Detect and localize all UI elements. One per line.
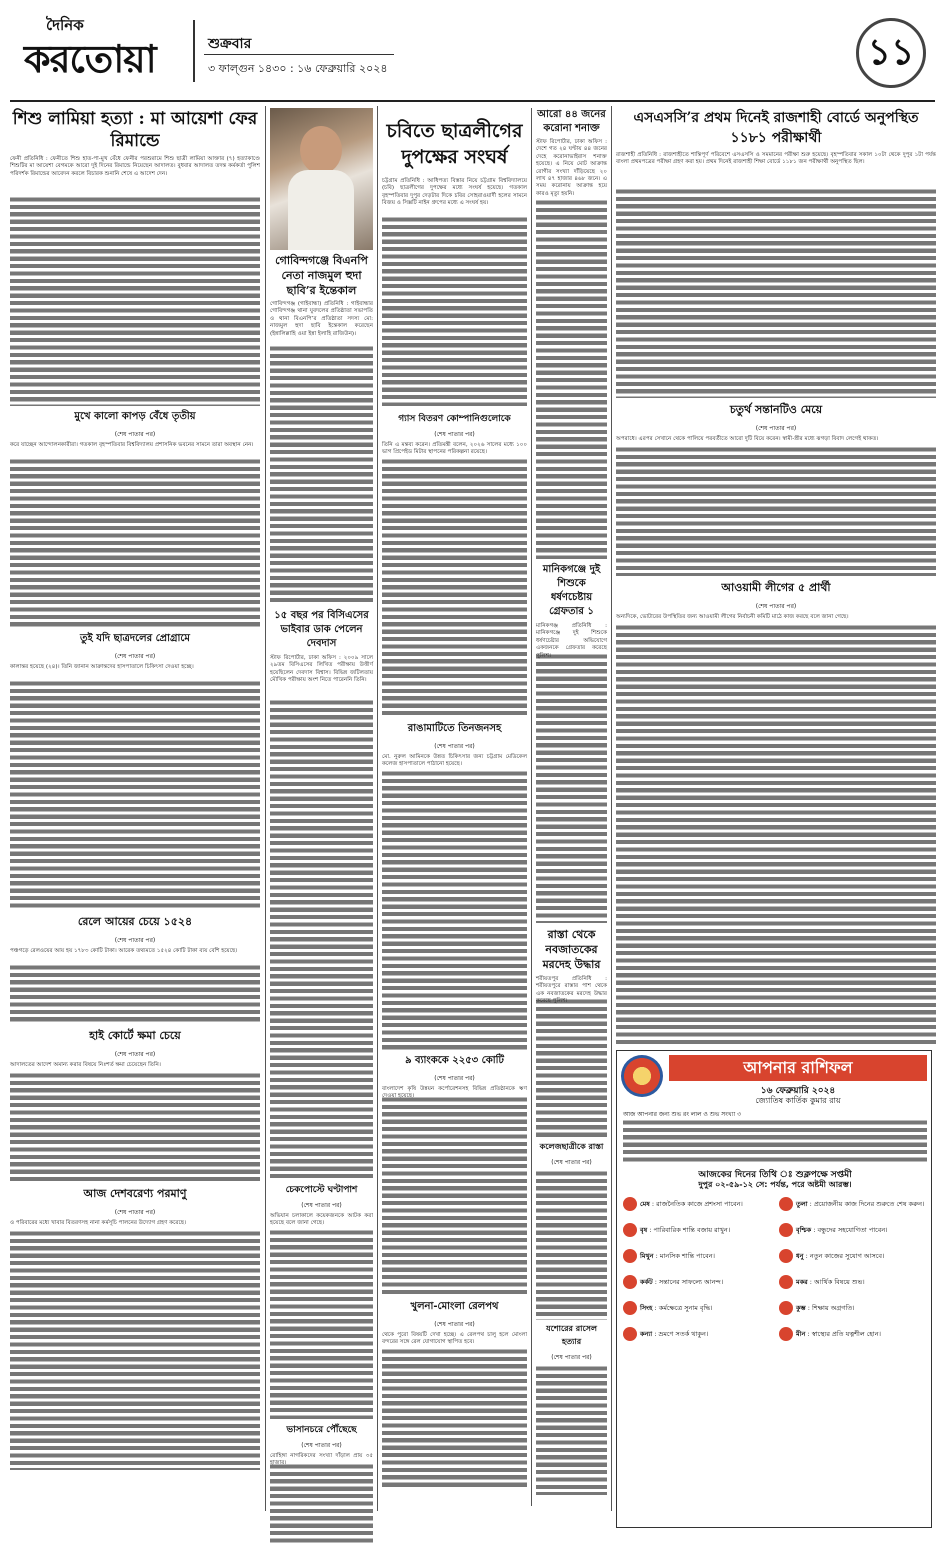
rashi-icon <box>623 1275 637 1289</box>
rashi-icon <box>623 1301 637 1315</box>
body-today: ও পরিবারের মধ্যে খাবার বিতরণসহ নানা কর্মসূচি পালনের উদ্যোগ গ্রহণ করেছে। <box>10 1220 187 1226</box>
body-bcs: স্টাফ রিপোর্টার, ঢাকা অফিস : ২০০৯ সালে ২৯তম বিসিএসের লিখিত পরীক্ষায় উত্তীর্ণ হয়েছিলেন দেবদাস বিশ্বাস। বিভিন্ন জটিলতায় মৌখিক পরীক্ষায় অংশ নিতে পারেননি তিনি। <box>270 655 373 684</box>
continued-label: (শেষ পাতার পর) <box>114 1051 156 1058</box>
sign-item: কর্কট : সন্তানের সাফল্যে আনন্দ। <box>623 1275 771 1289</box>
text-block <box>270 1229 373 1419</box>
masthead <box>18 10 928 98</box>
column-rule <box>531 108 532 1506</box>
rashi-icon <box>623 1223 637 1237</box>
body-tui-jodi: কালান্তর হয়েছে (২৪)। তিনি জানান আক্রান্তদের হাসপাতালে চিকিৎসা দেওয়া হচ্ছে। <box>10 664 194 670</box>
text-block <box>270 699 373 1179</box>
headline-kalo-kapor: মুখে কালো কাপড় বেঁধে তৃতীয় <box>74 411 196 422</box>
rashi-icon <box>779 1249 793 1263</box>
column-1 <box>10 108 260 1508</box>
continued-label: (শেষ পাতার পর) <box>755 603 797 610</box>
rashi-icon <box>779 1301 793 1315</box>
rashifal-astrologer: জ্যোতিষ কার্তিক কুমার রায় <box>755 1096 841 1105</box>
text-block <box>623 1119 927 1163</box>
body-khulna: থেকে পুরো বিষয়টি দেখা হচ্ছে। এ রেলপথ চালু হলে মোংলা বন্দরের সঙ্গে রেল যোগাযোগ স্থাপিত হবে। <box>382 1332 527 1346</box>
text-block <box>10 964 260 1024</box>
headline-banks: ৯ ব্যাংককে ২২৫৩ কোটি <box>405 1055 504 1066</box>
text-block <box>382 770 527 1050</box>
continued-label: (শেষ পাতার পর) <box>434 743 475 750</box>
sign-item: মকর : আর্থিক বিষয়ে শুভ। <box>779 1275 927 1289</box>
text-block <box>536 1365 607 1495</box>
text-block <box>10 1230 260 1470</box>
rashi-icon <box>779 1327 793 1341</box>
continued-label: (শেষ পাতার পর) <box>434 1075 475 1082</box>
sign-item: কন্যা : ভ্রমণে সতর্ক থাকুন। <box>623 1327 771 1341</box>
body-rangamati: মো. নুরুল আমিনকে উন্নত চিকিৎসার জন্য চট্টগ্রাম মেডিকেল কলেজ হাসপাতালে পাঠানো হয়েছে। <box>382 754 527 768</box>
sign-item: বৃষ : পারিবারিক শান্তি বজায় রাখুন। <box>623 1223 771 1237</box>
rashifal-emblem <box>621 1055 663 1097</box>
text-block <box>616 188 936 398</box>
headline-corona: আরো ৪৪ জনের করোনা শনাক্ত <box>537 109 606 134</box>
continued-label: (শেষ পাতার পর) <box>755 425 797 432</box>
text-block <box>536 998 607 1138</box>
rashifal-box <box>616 1050 932 1528</box>
sign-item: মীন : স্বাস্থ্যের প্রতি যত্নশীল হোন। <box>779 1327 927 1341</box>
continued-label: (শেষ পাতার পর) <box>551 1159 592 1166</box>
body-awami: অন্যদিকে, ভোটারের উপস্থিতির জন্য আওয়ামী লীগের নির্বাচনী কমিটি মাঠে কাজ করছে বলে জানা গেছে। <box>616 614 849 620</box>
sign-item: ধনু : নতুন কাজের সুযোগ আসবে। <box>779 1249 927 1263</box>
text-block <box>382 1096 527 1296</box>
column-rule <box>611 106 612 1511</box>
text-block <box>270 1463 373 1543</box>
body-bhasanchar: রোহিঙ্গা নাগরিকদের সংখ্যা দাঁড়াল প্রায় ৩৫ হাজার। <box>270 1453 373 1467</box>
continued-label: (শেষ পাতার পর) <box>551 1354 592 1361</box>
headline-bhasanchar: ভাসানচরে পৌঁছেছে <box>286 1425 357 1435</box>
column-4 <box>616 108 936 1508</box>
body-checkpost: অভিযান চলাকালে কয়েকজনকে আটক করা হয়েছে বলে জানা গেছে। <box>270 1213 373 1227</box>
rashifal-date: ১৬ ফেব্রুয়ারি ২০২৪ <box>760 1086 836 1096</box>
photo-nazmul <box>270 108 373 250</box>
text-block <box>270 345 373 605</box>
body-manikganj: মানিকগঞ্জ প্রতিনিধি : মানিকগঞ্জে দুই শিশুকে ধর্ষণচেষ্টার অভিযোগে একজনকে গ্রেফতার করেছে পুলিশ। <box>536 623 607 659</box>
headline-jessore: যশোরের রাসেল হত্যার <box>546 1324 597 1346</box>
headline-ssc: এসএসসি’র প্রথম দিনেই রাজশাহী বোর্ডে অনুপস্থিত ১১৮১ পরীক্ষার্থী <box>633 110 919 146</box>
sign-item: সিংহ : কর্মক্ষেত্রে সুনাম বৃদ্ধি। <box>623 1301 771 1315</box>
headline-awami: আওয়ামী লীগের ৫ প্রার্থী <box>721 581 831 594</box>
rashifal-today-time: দুপুর ০২-৫৯-১২ সে: পর্যন্ত, পরে অষ্টমী আরম্ভ। <box>698 1180 852 1189</box>
rashifal-banner: আপনার রাশিফল <box>669 1055 927 1081</box>
text-block <box>536 653 607 923</box>
headline-lamia: শিশু লামিয়া হত্যা : মা আয়েশা ফের রিমান্ডে <box>12 109 258 151</box>
date-line: ৩ ফাল্গুন ১৪৩০ : ১৬ ফেব্রুয়ারি ২০২৪ <box>208 62 388 75</box>
headline-manikganj: মানিকগঞ্জে দুই শিশুকে ধর্ষণচেষ্টায় গ্রেফতার ১ <box>542 564 601 617</box>
continued-label: (শেষ পাতার পর) <box>114 431 156 438</box>
continued-label: (শেষ পাতার পর) <box>301 1202 342 1209</box>
headline-chhatraleague: চবিতে ছাত্রলীগের দুপক্ষের সংঘর্ষ <box>386 120 523 168</box>
headline-tui-jodi: তুই যদি ছাত্রদলের প্রোগ্রামে <box>80 633 190 644</box>
logo-small: দৈনিক <box>46 16 84 34</box>
sign-item: মিথুন : মানসিক শান্তি পাবেন। <box>623 1249 771 1263</box>
sign-item: কুম্ভ : শিক্ষায় অগ্রগতি। <box>779 1301 927 1315</box>
body-highcourt: আদালতের আদেশ অমান্য করার বিষয়ে নিঃশর্ত ক্ষমা চেয়েছেন তিনি। <box>10 1062 161 1068</box>
rashifal-signs <box>623 1197 927 1523</box>
headline-fourth-child: চতুর্থ সন্তানটিও মেয়ে <box>729 403 823 416</box>
weekday: শুক্রবার <box>208 36 252 52</box>
sign-item: মেষ : রাজনৈতিক কাজে প্রশংসা পাবেন। <box>623 1197 771 1211</box>
headline-gas: গ্যাস বিতরণ কোম্পানিগুলোকে <box>398 414 511 424</box>
continued-label: (শেষ পাতার পর) <box>434 1321 475 1328</box>
body-lamia: ফেনী প্রতিনিধি : ফেনীতে শিশু হাত-পা-মুখ বেঁধে ফেনীর পরশুরামে শিশু ছাত্রী লামিয়া আক্তার (৭) হত্যাকাণ্ডে শিশুটির মা আয়েশা বেগমকে আরো দুই দিনের রিমান্ডে নিয়েছেন আদালত। বুধবার আদালত তদন্ত কর্মকর্তা পুলিশ পরিদর্শক রিমান্ডের আবেদন করলে বিচারক শুনানি শেষে এ আদেশ দেন। <box>10 156 260 177</box>
column-rule <box>377 106 378 1511</box>
column-3 <box>382 108 607 1508</box>
body-fourth-child: অপরাধে। এরপর সেখানে থেকে পালিয়ে পরবর্তীতে আরো দুটি বিয়ে করেন। স্বামী-স্ত্রীর মধ্যে ঝগড়া বিবাদ লেগেই থাকত। <box>616 436 879 442</box>
text-block <box>10 458 260 628</box>
column-2 <box>270 108 373 1508</box>
continued-label: (শেষ পাতার পর) <box>301 1442 342 1449</box>
masthead-rule <box>204 54 394 55</box>
headline-rail: রেলে আয়ের চেয়ে ১৫২৪ <box>77 915 193 928</box>
headline-govindaganj: গোবিন্দগঞ্জে বিএনপি নেতা নাজমুল হুদা ছাবি’র ইন্তেকাল <box>275 254 368 297</box>
text-block <box>10 196 260 406</box>
continued-label: (শেষ পাতার পর) <box>114 1209 156 1216</box>
masthead-bottom-rule <box>10 100 935 102</box>
text-block <box>10 1072 260 1182</box>
body-corona: স্টাফ রিপোর্টার, ঢাকা অফিস : দেশে গত ২৪ ঘণ্টায় ৪৪ জনের দেহে করোনাভাইরাস শনাক্ত হয়েছে। এ নিয়ে মোট আক্রান্ত রোগীর সংখ্যা দাঁড়িয়েছে ২০ লাখ ৪৭ হাজার ৪৬৮ জনে। এ সময় করোনায় আক্রান্ত হয়ে কারও মৃত্যু হয়নি। <box>536 139 607 197</box>
rashifal-today-title: আজকের দিনের তিথি ঃ শুক্লপক্ষে সপ্তমী <box>698 1170 852 1180</box>
sign-item: তুলা : প্রয়োজনীয় কাজ দিনের শুরুতে শেষ করুন। <box>779 1197 927 1211</box>
body-kalo-kapor: করে যাচ্ছেন আন্দোলনকারীরা। গতকাল বৃহস্পতিবার বিশ্ববিদ্যালয় প্রশাসনিক ভবনের সামনে তারা অবস্থান নেন। <box>10 442 254 448</box>
logo: করতোয়া <box>24 36 156 81</box>
rashi-icon <box>779 1197 793 1211</box>
headline-highcourt: হাই কোর্টে ক্ষমা চেয়ে <box>89 1029 181 1042</box>
text-block <box>382 458 527 718</box>
text-block <box>536 1170 607 1320</box>
text-block <box>536 199 607 559</box>
text-block <box>10 680 260 910</box>
headline-rangamati: রাঙামাটিতে তিনজনসহ <box>407 723 502 734</box>
body-banks: বাংলাদেশ কৃষি উন্নয়ন কর্পোরেশনসহ বিভিন্ন প্রতিষ্ঠানকে ঋণ দেওয়া হয়েছে। <box>382 1086 527 1100</box>
rashi-icon <box>623 1327 637 1341</box>
continued-label: (শেষ পাতার পর) <box>434 431 475 438</box>
body-rail: পঞ্চগড়ে রেলওয়ের আয় হয় ১৭৮৩ কোটি টাকা। আরেক তথ্যমতে ১৫২৪ কোটি টাকা ব্যয় বেশি হয়েছে। <box>10 948 238 954</box>
page-number: ১১ <box>856 18 926 88</box>
rashi-icon <box>779 1275 793 1289</box>
continued-label: (শেষ পাতার পর) <box>114 937 156 944</box>
continued-label: (শেষ পাতার পর) <box>114 653 156 660</box>
body-gas: তিনি এ মন্তব্য করেন। প্রতিমন্ত্রী বলেন, ২০২৬ সালের মধ্যে ১০০ ভাগ প্রিপেইড মিটার স্থাপনের পরিকল্পনা রয়েছে। <box>382 442 527 456</box>
headline-rasta: রাস্তা থেকে নবজাতকের মরদেহ উদ্ধার <box>542 928 601 971</box>
body-govindaganj: গোবিন্দগঞ্জ (গাইবান্ধা) প্রতিনিধি : গাইবান্ধার গোবিন্দগঞ্জ থানা যুবদলের প্রতিষ্ঠাতা সভাপতি ও থানা বিএনপি’র প্রতিষ্ঠাতা সদস্য মো: নাজমুল হুদা ছাবি ইন্তেকাল করেছেন (ইন্নালিল্লাহি ওয়া ইন্না ইলাহি রাজিউন)। <box>270 301 373 337</box>
sign-item: বৃশ্চিক : বন্ধুদের সহযোগিতা পাবেন। <box>779 1223 927 1237</box>
headline-college: কলেজছাত্রীকে রাস্তা <box>539 1142 604 1151</box>
headline-khulna: খুলনা-মোংলা রেলপথ <box>410 1301 499 1312</box>
text-block <box>382 1348 527 1488</box>
masthead-divider <box>193 20 195 82</box>
text-block <box>382 216 527 406</box>
headline-today: আজ দেশবরেণ্য পরমাণু <box>83 1187 187 1200</box>
text-block <box>616 446 936 576</box>
text-block <box>616 624 936 1044</box>
column-rule <box>265 106 266 1511</box>
rashifal-intro: আজ আপনার জন্য শুভ রং লাল ও শুভ সংখ্যা ৩ <box>623 1111 742 1118</box>
rashi-icon <box>623 1197 637 1211</box>
rashi-icon <box>623 1249 637 1263</box>
body-rasta: শরীয়তপুর প্রতিনিধি : শরীয়তপুরে রাস্তার পাশ থেকে এক নবজাতকের মরদেহ উদ্ধার করেছে পুলিশ। <box>536 976 607 1005</box>
headline-checkpost: চেকপোস্টে ঘণ্টাপাশ <box>285 1185 358 1195</box>
body-chhatraleague: চট্টগ্রাম প্রতিনিধি : আধিপত্য বিস্তার নিয়ে চট্টগ্রাম বিশ্ববিদ্যালয়ে (চবি) ছাত্রলীগের দুপক্ষের মধ্যে সংঘর্ষ হয়েছে। গতকাল বৃহস্পতিবার দুপুর দেড়টার দিকে চবির সোহরাওয়ার্দী হলের সামনে বিজয় ও সিক্সটি নাইন গ্রুপের মধ্যে এ সংঘর্ষ হয়। <box>382 178 527 207</box>
body-ssc: রাজশাহী প্রতিনিধি : রাজশাহীতে শান্তিপূর্ণ পরিবেশে এসএসসি ও সমমানের পরীক্ষা শুরু হয়েছে। বৃহস্পতিবার সকাল ১০টা থেকে দুপুর ১টা পর্যন্ত বাংলা প্রথমপত্রের পরীক্ষা গ্রহণ করা হয়। প্রথম দিনেই রাজশাহী শিক্ষা বোর্ডে ১১৮১ জন পরীক্ষার্থী অনুপস্থিত ছিল। <box>616 152 936 166</box>
headline-bcs: ১৫ বছর পর বিসিএসের ভাইবার ডাক পেলেন দেবদাস <box>274 610 369 649</box>
rashi-icon <box>779 1223 793 1237</box>
